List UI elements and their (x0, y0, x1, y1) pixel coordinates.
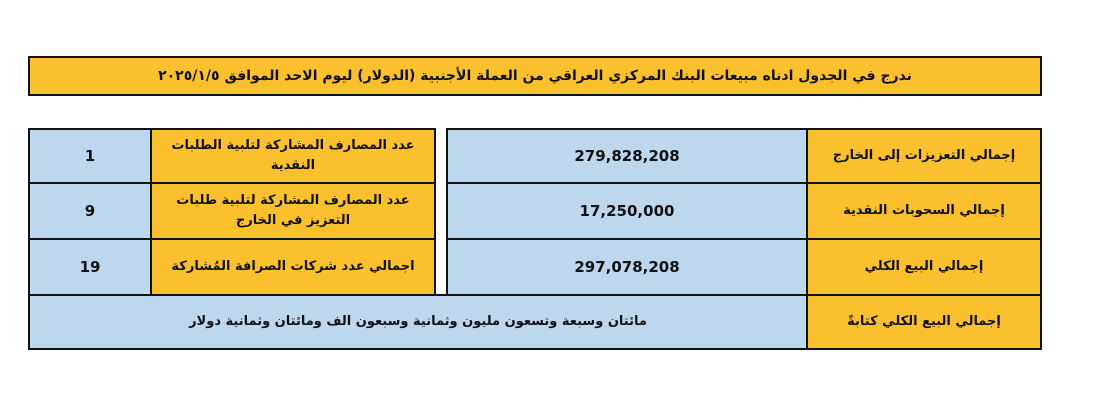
page-title: ندرج في الجدول ادناه مبيعات البنك المركزي العراقي من العملة الأجنبية (الدولار) ليوم الاحد الموافق ٢٠٢٥/١/٥ (28, 56, 1042, 96)
value-total-sales-written: مائتان وسبعة وتسعون مليون وثمانية وسبعون الف ومائتان وثمانية دولار (28, 294, 808, 350)
label-total-cash-withdrawals: إجمالي السحوبات النقدية (806, 182, 1042, 240)
label-banks-transfers: عدد المصارف المشاركة لتلبية طلبات التعزيز في الخارج (150, 182, 436, 240)
label-total-sales-written: إجمالي البيع الكلي كتابةً (806, 294, 1042, 350)
label-exchange-companies: اجمالي عدد شركات الصرافة المُشاركة (150, 238, 436, 296)
value-banks-transfers: 9 (28, 182, 152, 240)
value-exchange-companies: 19 (28, 238, 152, 296)
value-banks-cash: 1 (28, 128, 152, 184)
value-total-cash-withdrawals: 17,250,000 (446, 182, 808, 240)
value-total-transfers: 279,828,208 (446, 128, 808, 184)
value-total-sales: 297,078,208 (446, 238, 808, 296)
label-banks-cash: عدد المصارف المشاركة لتلبية الطلبات النقدية (150, 128, 436, 184)
label-total-transfers: إجمالي التعزيزات إلى الخارج (806, 128, 1042, 184)
label-total-sales: إجمالي البيع الكلي (806, 238, 1042, 296)
